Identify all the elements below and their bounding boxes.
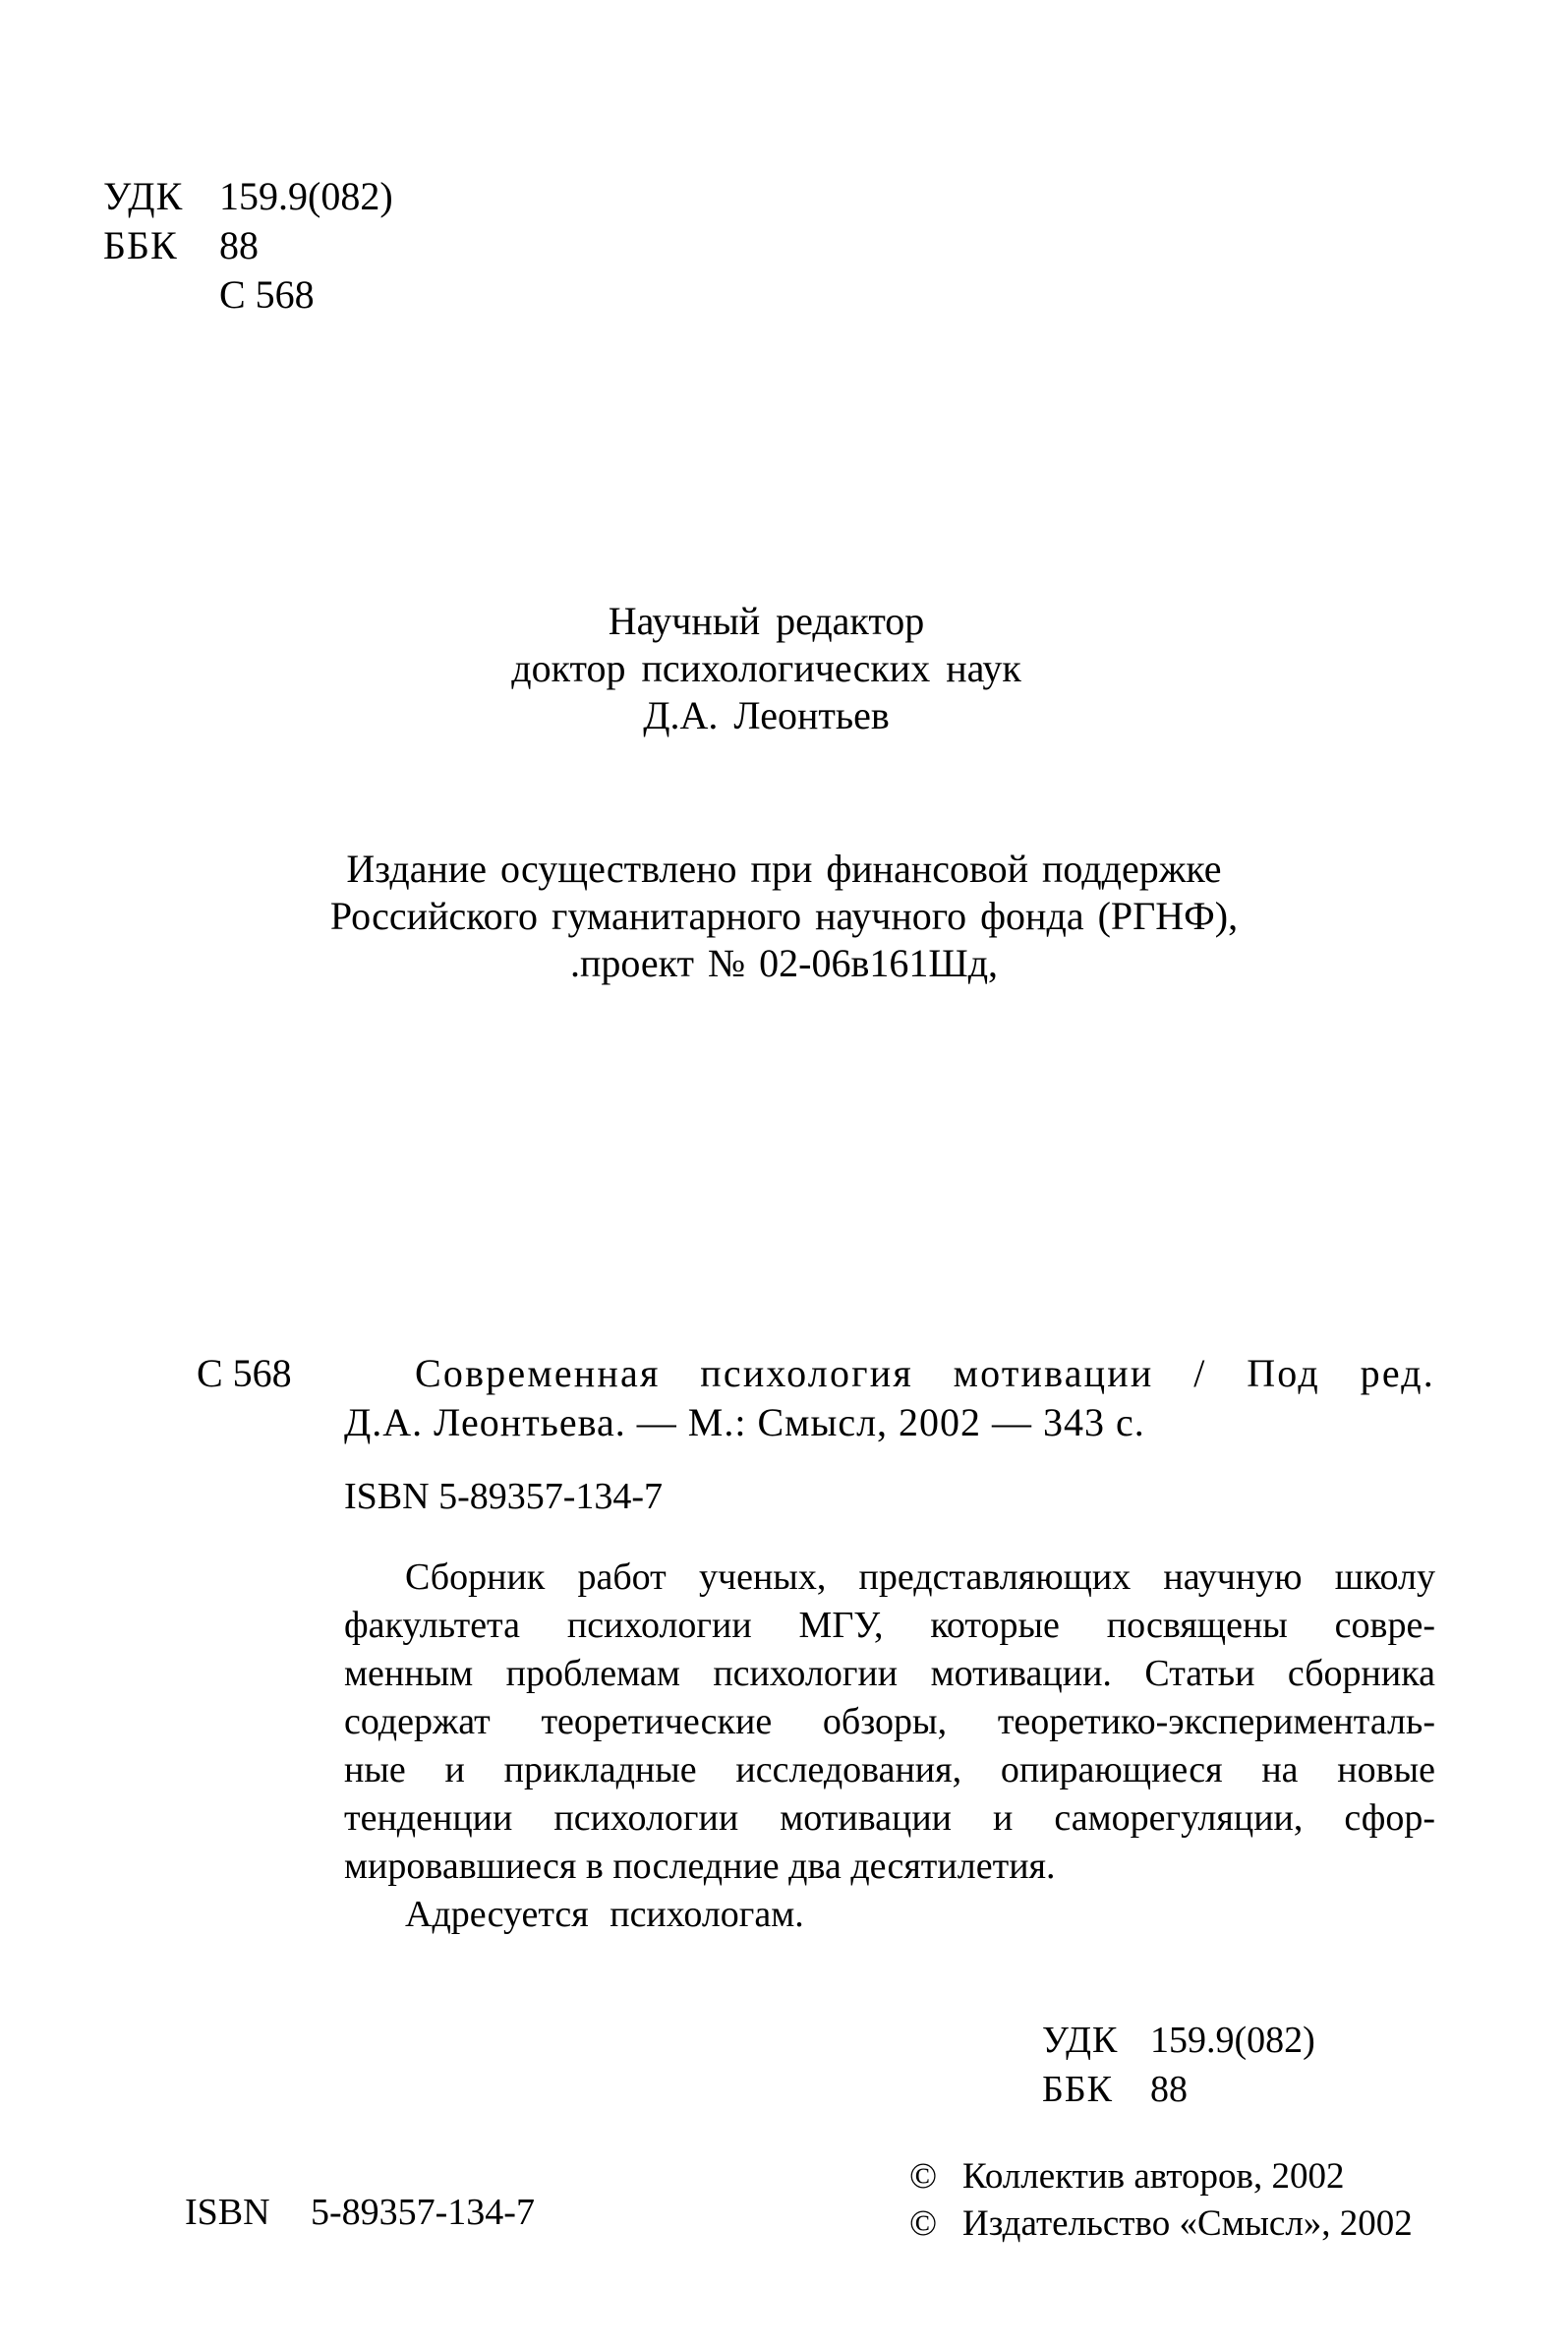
annotation-line: содержат теоретические обзоры, теоретико-эксперименталь- — [344, 1701, 1435, 1742]
udk-row-bottom — [1042, 2016, 1315, 2065]
bbk-value: 88 — [219, 223, 259, 267]
copyrights — [909, 2153, 1413, 2248]
editor-role: Научный редактор — [608, 599, 925, 643]
card-title-line-1: Современная психология мотивации / Под ред. — [415, 1351, 1435, 1395]
author-mark: С 568 — [219, 272, 315, 317]
annotation-audience: Адресуется психологам. — [405, 1894, 804, 1935]
udk-value-bottom: 159.9(082) — [1150, 2020, 1315, 2061]
annotation — [344, 1554, 1435, 1939]
editor-name: Д.А. Леонтьев — [643, 693, 890, 737]
classification-top — [103, 172, 393, 320]
isbn-label: ISBN — [185, 2192, 270, 2233]
bbk-label-bottom: ББК — [1042, 2069, 1113, 2110]
udk-value: 159.9(082) — [219, 174, 393, 218]
isbn-bottom — [185, 2188, 535, 2237]
copyright-authors — [909, 2153, 1413, 2200]
annotation-line: мировавшиеся в последние два десятилетия. — [344, 1846, 1056, 1887]
classification-bottom — [1042, 2016, 1315, 2114]
isbn-value: 5-89357-134-7 — [311, 2192, 535, 2233]
copyright-icon: © — [909, 2203, 938, 2244]
copyright-publisher-text: Издательство «Смысл», 2002 — [962, 2203, 1413, 2244]
bbk-label: ББК — [103, 223, 178, 267]
copyright-icon: © — [909, 2156, 938, 2197]
annotation-line: факультета психологии МГУ, которые посвящены совре- — [344, 1605, 1435, 1646]
editor-degree: доктор психологических наук — [511, 646, 1021, 690]
funding-line-3: .проект № 02-06в161Шд, — [569, 941, 999, 985]
card-author-mark: С 568 — [197, 1351, 292, 1395]
editor-block — [0, 598, 1550, 739]
udk-row — [103, 172, 393, 221]
annotation-line: ные и прикладные исследования, опирающиеся на новые — [344, 1749, 1435, 1790]
funding-line-2: Российского гуманитарного научного фонда (РГНФ), — [329, 894, 1239, 938]
udk-label: УДК — [103, 174, 184, 218]
bbk-row-bottom — [1042, 2065, 1315, 2114]
card-title-line-2: Д.А. Леонтьева. — М.: Смысл, 2002 — 343 с. — [344, 1400, 1145, 1444]
copyright-authors-text: Коллектив авторов, 2002 — [962, 2156, 1345, 2197]
annotation-line: Сборник работ ученых, представляющих научную школу — [405, 1556, 1435, 1598]
bbk-row — [103, 221, 393, 270]
card-isbn: ISBN 5-89357-134-7 — [344, 1476, 664, 1517]
annotation-line: менным проблемам психологии мотивации. Статьи сборника — [344, 1653, 1435, 1694]
annotation-line: тенденции психологии мотивации и саморегуляции, сфор- — [344, 1797, 1435, 1839]
copyright-publisher — [909, 2200, 1413, 2248]
udk-label-bottom: УДК — [1042, 2020, 1119, 2061]
bbk-value-bottom: 88 — [1150, 2069, 1188, 2110]
funding-line-1: Издание осуществлено при финансовой поддержке — [346, 847, 1222, 891]
card-title — [344, 1349, 1435, 1447]
funding-block — [0, 846, 1568, 987]
